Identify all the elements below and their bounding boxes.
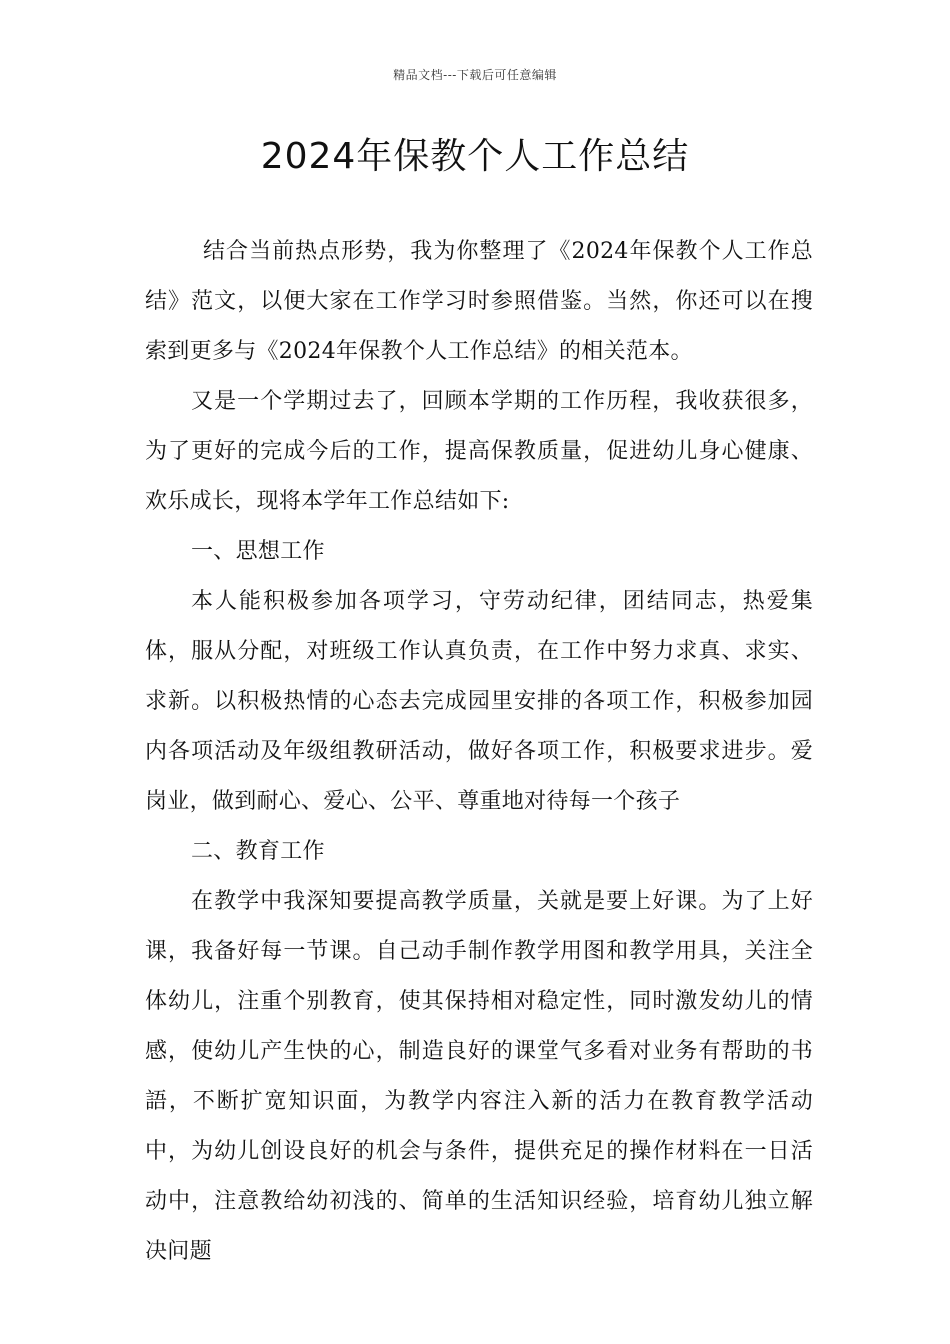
document-body — [145, 227, 813, 1277]
education-paragraph: 在教学中我深知要提高教学质量，关就是要上好课。为了上好课，我备好每一节课。自己动手制作教学用图和教学用具，关注全体幼儿，注重个别教育，使其保持相对稳定性，同时激发幼儿的情感，使幼儿产生快的心，制造良好的课堂气多看对业务有帮助的书語，不断扩宽知识面，为教学内容注入新的活力在教育教学活动中，为幼儿创设良好的机会与条件，提供充足的操作材料在一日活动中，注意教给幼初浅的、简单的生活知识经验，培育幼儿独立解决问题 — [145, 889, 813, 1264]
section-heading-ideology: 一、思想工作 — [191, 539, 325, 564]
document-title: 2024年保教个人工作总结 — [260, 136, 690, 177]
section-heading-education: 二、教育工作 — [191, 839, 325, 864]
document-header-note: 精品文档---下载后可任意编辑 — [393, 68, 557, 82]
ideology-paragraph: 本人能积极参加各项学习，守劳动纪律，团结同志，热爱集体，服从分配，对班级工作认真负责，在工作中努力求真、求实、求新。以积极热情的心态去完成园里安排的各项工作，积极参加园内各项活动及年级组教研活动，做好各项工作，积极要求进步。爱岗业，做到耐心、爱心、公平、尊重地对待每一个孩子 — [145, 589, 813, 814]
opening-paragraph: 又是一个学期过去了，回顾本学期的工作历程，我收获很多，为了更好的完成今后的工作，提高保教质量，促进幼儿身心健康、欢乐成长，现将本学年工作总结如下: — [145, 389, 813, 514]
intro-paragraph: 结合当前热点形势，我为你整理了《2024年保教个人工作总结》范文，以便大家在工作学习时参照借鉴。当然，你还可以在搜索到更多与《2024年保教个人工作总结》的相关范本。 — [145, 239, 813, 364]
